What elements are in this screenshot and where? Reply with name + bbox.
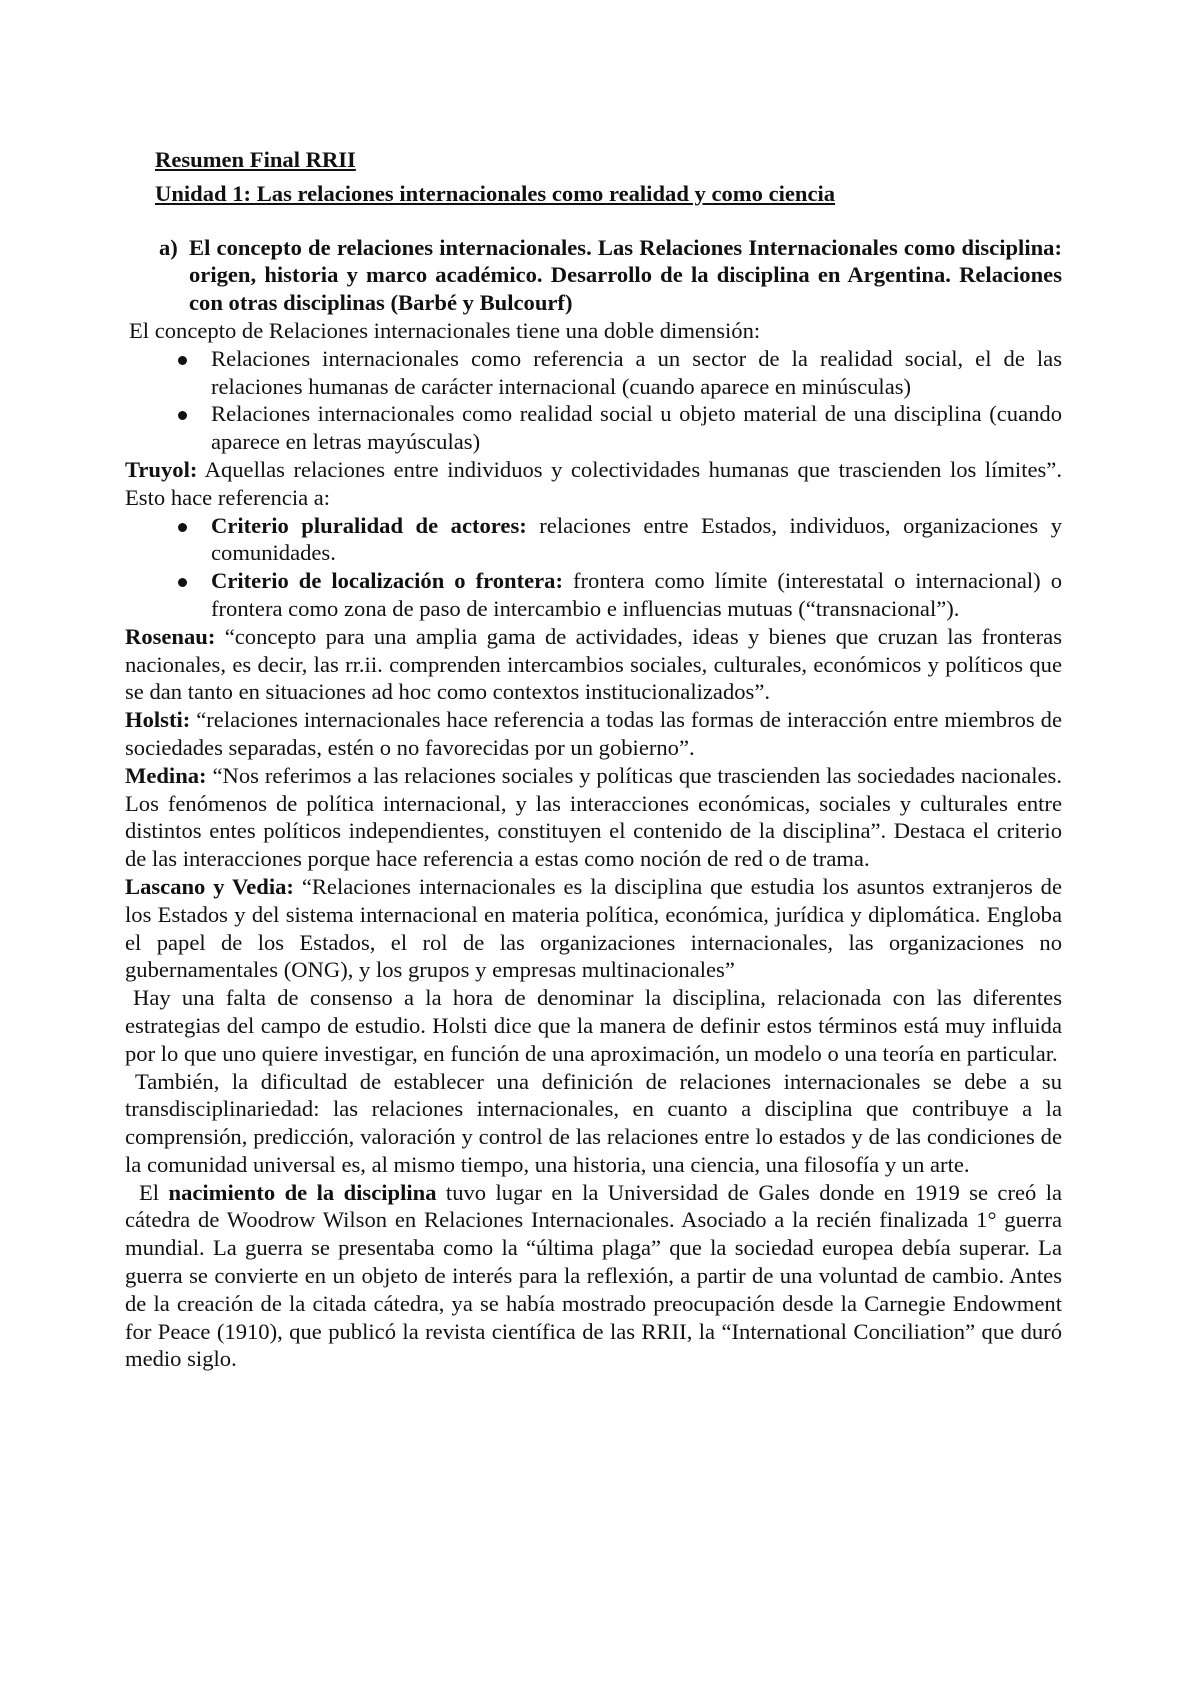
rosenau-paragraph	[125, 623, 1062, 706]
criterion-text: relaciones entre Estados, individuos, organizaciones y comunidades.	[211, 512, 1062, 566]
criteria-list	[125, 512, 1062, 623]
truyol-paragraph	[125, 456, 1062, 512]
definition-text: “Nos referimos a las relaciones sociales y políticas que trascienden las sociedades nacionales. Los fenómenos de política internacional, y las interacciones económicas, sociales y culturales entre distintos entes políticos independientes, constituyen el contenido de la disciplina”. Destaca el criterio de las interacciones porque hace referencia a estas como noción de red o de trama.	[125, 762, 1062, 872]
list-item	[211, 400, 1062, 456]
dimension-text: Relaciones internacionales como referencia a un sector de la realidad social, el de las relaciones humanas de carácter internacional (cuando aparece en minúsculas)	[211, 345, 1062, 399]
definition-text: “concepto para una amplia gama de actividades, ideas y bienes que cruzan las fronteras nacionales, es decir, las rr.ii. comprenden intercambios sociales, culturales, económicos y políticos que se dan tanto en situaciones ad hoc como contextos institucionalizados”.	[125, 623, 1062, 705]
criterion-label: Criterio de localización o frontera:	[211, 568, 563, 594]
criterion-label: Criterio pluralidad de actores:	[211, 512, 527, 538]
list-item	[211, 512, 1062, 568]
unit-title: Unidad 1: Las relaciones internacionales como realidad y como ciencia	[155, 180, 836, 206]
list-item	[211, 567, 1062, 623]
section-heading-text: El concepto de relaciones internacionales. Las Relaciones Internacionales como disciplina: origen, historia y marco académico. Desarrollo de la disciplina en Argentina. Relaciones con otras disciplinas (Barbé y Bulcourf)	[189, 234, 1062, 316]
bullet-icon	[178, 356, 187, 365]
document-body	[125, 146, 1062, 1373]
birth-highlight: nacimiento de la disciplina	[168, 1179, 437, 1205]
document-title: Resumen Final RRII	[155, 147, 356, 172]
birth-text: tuvo lugar en la Universidad de Gales donde en 1919 se creó la cátedra de Woodrow Wilson en Relaciones Internacionales. Asociado a la recién finalizada 1° guerra mundial. La guerra se presentaba como la “última plaga” que la sociedad europea debía superar. La guerra se convierte en un objeto de interés para la reflexión, a partir de una voluntad de cambio. Antes de la creación de la citada cátedra, ya se había mostrado preocupación desde la Carnegie Endowment for Peace (1910), que publicó la revista científica de las RRII, la “International Conciliation” que duró medio siglo.	[125, 1179, 1063, 1372]
bullet-icon	[178, 578, 187, 587]
definition-text: “relaciones internacionales hace referencia a todas las formas de interacción entre miembros de sociedades separadas, estén o no favorecidas por un gobierno”.	[125, 707, 1062, 760]
consensus-paragraph: Hay una falta de consenso a la hora de denominar la disciplina, relacionada con las diferentes estrategias del campo de estudio. Holsti dice que la manera de definir estos términos está muy influida por lo que uno quiere investigar, en función de una aproximación, un modelo o una teoría en particular.	[125, 985, 1062, 1066]
medina-paragraph	[125, 762, 1062, 873]
difficulty-paragraph: También, la dificultad de establecer una definición de relaciones internacionales se debe a su transdisciplinariedad: las relaciones internacionales, en cuanto a disciplina que contribuye a la comprensión, predicción, valoración y control de las relaciones entre lo estados y de las condiciones de la comunidad universal es, al mismo tiempo, una historia, una ciencia, una filosofía y un arte.	[125, 1068, 1062, 1177]
lascano-vedia-paragraph	[125, 873, 1062, 984]
definition-text: “Relaciones internacionales es la disciplina que estudia los asuntos extranjeros de los Estados y del sistema internacional en materia política, económica, jurídica y diplomática. Engloba el papel de los Estados, el rol de las organizaciones internacionales, las organizaciones no gubernamentales (ONG), y los grupos y empresas multinacionales”	[125, 873, 1062, 983]
dimension-text: Relaciones internacionales como realidad social u objeto material de una disciplina (cuando aparece en letras mayúsculas)	[211, 401, 1062, 455]
criterion-text: frontera como límite (interestatal o internacional) o frontera como zona de paso de intercambio e influencias mutuas (“transnacional”).	[211, 568, 1062, 621]
intro-paragraph: El concepto de Relaciones internacionales tiene una doble dimensión:	[129, 317, 761, 343]
section-heading	[125, 234, 1062, 317]
list-item	[211, 345, 1062, 401]
author-label: Lascano y Vedia:	[125, 873, 294, 899]
author-label: Truyol:	[125, 456, 198, 482]
birth-paragraph	[125, 1179, 1062, 1374]
dimensions-list	[125, 345, 1062, 456]
bullet-icon	[178, 523, 187, 532]
bullet-icon	[178, 411, 187, 420]
author-label: Medina:	[125, 762, 207, 788]
holsti-paragraph	[125, 706, 1062, 762]
definition-text: Aquellas relaciones entre individuos y colectividades humanas que trascienden los límites”. Esto hace referencia a:	[125, 456, 1062, 510]
author-label: Holsti:	[125, 707, 191, 733]
birth-lead: El	[139, 1179, 169, 1205]
section-marker: a)	[159, 234, 178, 260]
author-label: Rosenau:	[125, 623, 216, 649]
